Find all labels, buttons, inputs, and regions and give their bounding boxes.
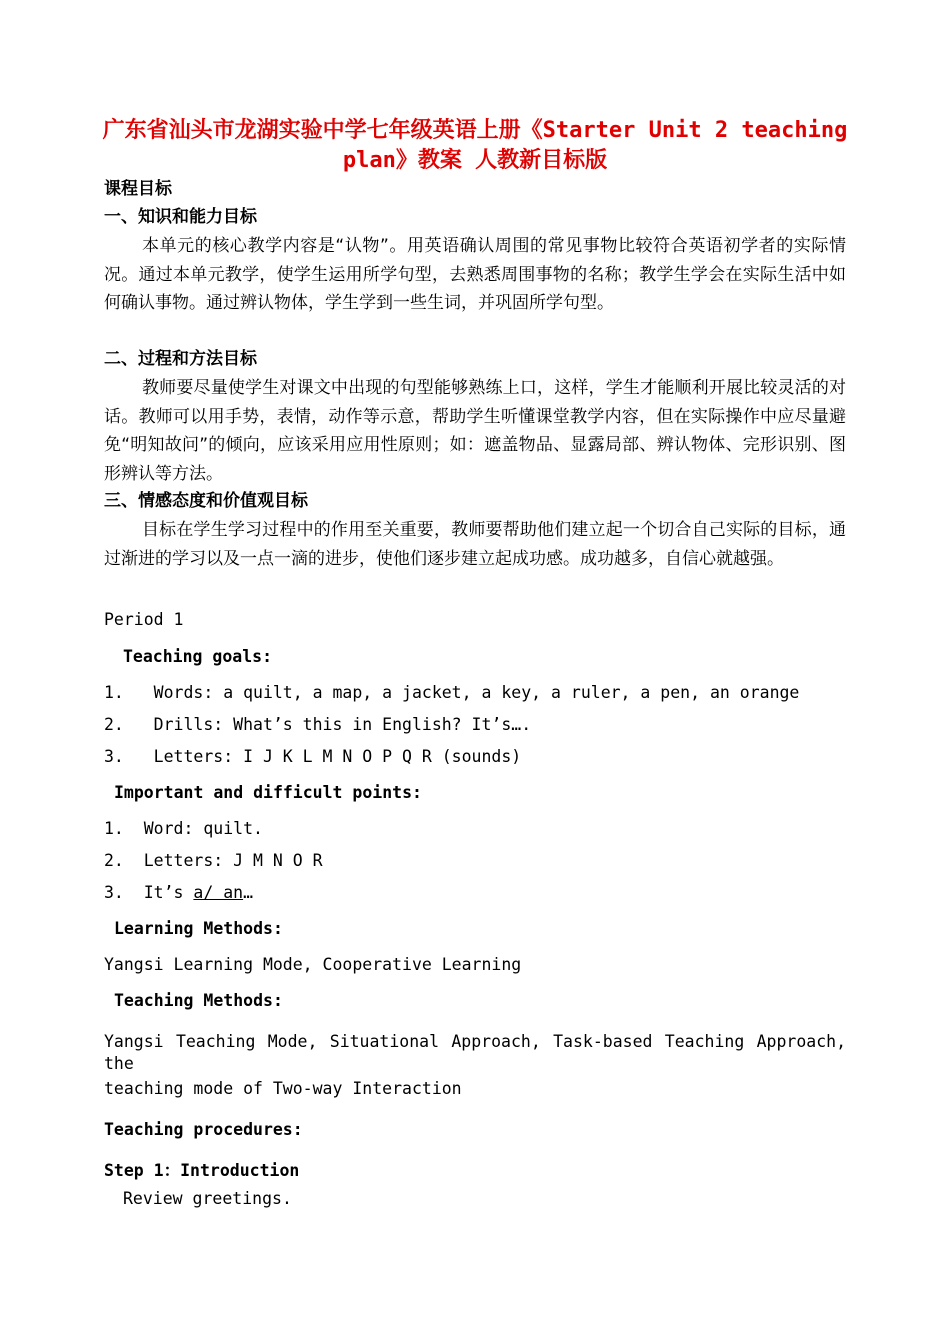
section2-body: 教师要尽量使学生对课文中出现的句型能够熟练上口，这样，学生才能顺利开展比较灵活的对话。教师可以用手势，表情，动作等示意，帮助学生听懂课堂教学内容，但在实际操作中应尽量避免“明知故问”的倾向，应该采用应用性原则；如：遮盖物品、显露局部、辨认物体、完形识别、图形辨认等方法。 <box>104 378 846 484</box>
section1-body: 本单元的核心教学内容是“认物”。用英语确认周围的常见事物比较符合英语初学者的实际情况。通过本单元教学，使学生运用所学句型，去熟悉周围事物的名称；教学生学会在实际生活中如何确认事物。通过辨认物体，学生学到一些生词，并巩固所学句型。 <box>104 236 846 313</box>
learning-methods-heading: Learning Methods: <box>114 919 283 938</box>
important-points-heading: Important and difficult points: <box>114 783 422 802</box>
teaching-methods-line: teaching mode of Two-way Interaction <box>104 1079 462 1098</box>
step1-body: Review greetings. <box>123 1189 292 1208</box>
step1-heading: Step 1：Introduction <box>104 1161 300 1180</box>
teaching-methods-line: Yangsi Teaching Mode, Situational Approach, Task-based Teaching Approach, the <box>104 1032 846 1073</box>
teaching-methods-heading: Teaching Methods: <box>114 991 283 1010</box>
document-title: 广东省汕头市龙湖实验中学七年级英语上册《Starter Unit 2 teaching plan》教案 人教新目标版 <box>102 118 848 173</box>
important-point-item: 2. Letters: J M N O R <box>104 851 323 870</box>
teaching-goal-item: 2. Drills: What’s this in English? It’s…. <box>104 715 532 734</box>
period-label: Period 1 <box>104 610 184 629</box>
course-goals-heading: 课程目标 <box>104 179 172 199</box>
learning-methods-body: Yangsi Learning Mode, Cooperative Learning <box>104 955 522 974</box>
section3-heading: 三、情感态度和价值观目标 <box>104 491 308 511</box>
procedures-heading: Teaching procedures: <box>104 1120 303 1139</box>
item-prefix: 3. It’s <box>104 883 194 902</box>
teaching-goal-item: 3. Letters: I J K L M N O P Q R (sounds) <box>104 747 522 766</box>
item-suffix: … <box>243 883 254 902</box>
important-point-item: 1. Word: quilt. <box>104 819 263 838</box>
teaching-goals-heading: Teaching goals: <box>123 647 273 666</box>
section3-body: 目标在学生学习过程中的作用至关重要，教师要帮助他们建立起一个切合自己实际的目标，通过渐进的学习以及一点一滴的进步，使他们逐步建立起成功感。成功越多，自信心就越强。 <box>104 520 846 569</box>
section2-heading: 二、过程和方法目标 <box>104 349 257 369</box>
important-point-item <box>104 882 253 904</box>
section1-heading: 一、知识和能力目标 <box>104 207 257 227</box>
teaching-goal-item: 1. Words: a quilt, a map, a jacket, a key, a ruler, a pen, an orange <box>104 683 800 702</box>
underlined-text: a/ an <box>193 883 244 902</box>
